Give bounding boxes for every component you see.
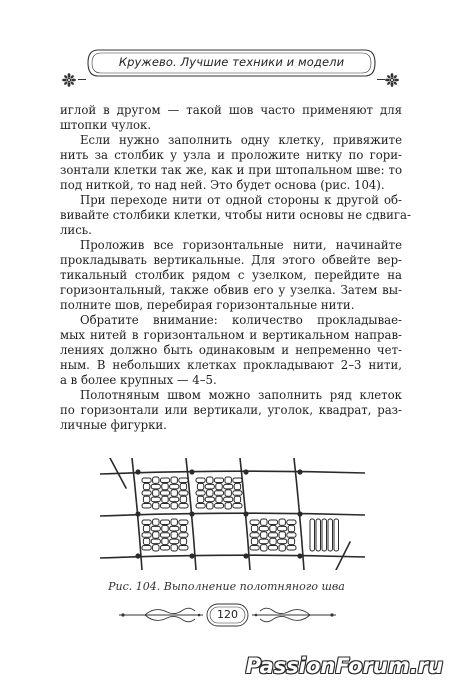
net-knot	[135, 469, 140, 474]
weave-strand	[179, 520, 188, 524]
weave-strand	[180, 538, 186, 544]
text-line: полните шов, перебирая горизонтальные нити.	[60, 298, 355, 312]
weave-strand	[180, 483, 186, 489]
weave-strand	[328, 519, 333, 551]
text-line: нить за столбик у узла и проложите нитку по гори-	[60, 148, 402, 162]
weave-strand	[287, 533, 296, 537]
weave-strand	[268, 546, 277, 550]
text-line: Проложив все горизонтальные нити, начинайте	[80, 238, 402, 252]
weave-strand	[224, 497, 233, 501]
watermark-text: PassionForum.ru	[245, 654, 443, 678]
net-knot	[243, 469, 248, 474]
weave-strand	[143, 496, 149, 502]
page-footer	[115, 599, 340, 639]
weave-strand	[214, 504, 223, 508]
weave-strand	[225, 477, 231, 483]
weave-strand	[151, 497, 160, 501]
weave-strand	[160, 520, 169, 524]
weave-strand	[142, 504, 151, 508]
weave-strand	[151, 526, 160, 530]
weave-strand	[196, 491, 205, 495]
weave-strand	[334, 519, 339, 551]
weave-strand	[279, 545, 285, 551]
weave-strand	[196, 478, 205, 482]
text-line: ным. В небольших клетках прокладывают 2–3 нити,	[60, 358, 402, 372]
net-knot	[243, 553, 248, 558]
weave-strand	[278, 539, 287, 543]
text-line: лениях должно быть одинаковым и непременно чет-	[60, 343, 402, 357]
weave-strand	[142, 491, 151, 495]
weave-strand	[171, 545, 177, 551]
text-line: мых нитей в горизонтальном и вертикальном направ-	[60, 328, 402, 342]
weave-strand	[170, 526, 179, 530]
weave-strand	[205, 484, 214, 488]
weave-strand	[207, 477, 213, 483]
net-knot	[297, 469, 302, 474]
weave-strand	[160, 478, 169, 482]
weave-strand	[233, 504, 242, 508]
running-header	[84, 46, 379, 80]
weave-strand	[225, 490, 231, 496]
net-knot	[243, 511, 248, 516]
text-line: Полотняным швом можно заполнить ряд клеток	[80, 388, 402, 402]
weave-strand	[279, 532, 285, 538]
weave-strand	[278, 526, 287, 530]
weave-strand	[197, 483, 203, 489]
weave-strand	[151, 539, 160, 543]
net-knot	[135, 511, 140, 516]
weave-strand	[207, 503, 213, 509]
weave-strand	[151, 484, 160, 488]
weave-strand	[153, 519, 159, 525]
header-rule-right	[377, 79, 385, 80]
weave-strand	[287, 546, 296, 550]
weave-strand	[233, 491, 242, 495]
text-line: под ниткой, то над ней. Это будет основа (рис. 104).	[60, 178, 385, 192]
text-line: по горизонтали или вертикали, уголок, квадрат, раз-	[60, 403, 402, 417]
weave-strand	[250, 533, 259, 537]
body-text	[60, 103, 411, 433]
text-line: Обратите внимание: количество прокладывае-	[80, 313, 402, 327]
weave-strand	[142, 546, 151, 550]
weave-strand	[162, 483, 168, 489]
flower-ornament-icon	[385, 73, 399, 87]
weave-strand	[160, 491, 169, 495]
weave-strand	[224, 484, 233, 488]
figure-illustration	[100, 458, 365, 570]
net-knot	[135, 553, 140, 558]
weave-strand	[268, 533, 277, 537]
text-line: иглой в другом — такой шов часто применяют для	[60, 103, 402, 117]
text-line: зонтали клетки так же, как и при штопальном шве: то	[60, 163, 402, 177]
weave-strand	[179, 491, 188, 495]
weave-strand	[279, 519, 285, 525]
weave-strand	[196, 504, 205, 508]
weave-strand	[170, 539, 179, 543]
weave-strand	[143, 525, 149, 531]
weave-strand	[214, 491, 223, 495]
weave-strand	[250, 546, 259, 550]
text-line: штопки чулок.	[60, 118, 152, 132]
weave-strand	[160, 504, 169, 508]
weave-strand	[162, 525, 168, 531]
net-knot	[189, 469, 194, 474]
weave-strand	[180, 496, 186, 502]
weave-strand	[180, 525, 186, 531]
weave-strand	[160, 546, 169, 550]
flower-ornament-icon	[62, 73, 76, 87]
weave-strand	[171, 519, 177, 525]
weave-strand	[143, 538, 149, 544]
weave-strand	[162, 496, 168, 502]
text-line: вивайте столбики клетки, чтобы нити основы не сдвига-	[60, 208, 411, 222]
weave-strand	[251, 525, 257, 531]
net-knot	[297, 553, 302, 558]
weave-strand	[270, 525, 276, 531]
text-line: горизонтальный, также обвив его у узелка. Затем вы-	[60, 283, 402, 297]
weave-strand	[142, 533, 151, 537]
text-line: лись.	[60, 223, 92, 237]
text-line: При переходе нити от одной стороны к другой об-	[80, 193, 402, 207]
header-title: Кружево. Лучшие техники и модели	[118, 55, 345, 69]
weave-strand	[268, 520, 277, 524]
weave-strand	[261, 519, 267, 525]
weave-strand	[214, 478, 223, 482]
weave-strand	[142, 478, 151, 482]
net-knot	[189, 511, 194, 516]
netting-grid-illustration	[100, 458, 365, 570]
weave-strand	[316, 519, 321, 551]
net-knot	[297, 511, 302, 516]
weave-strand	[160, 533, 169, 537]
weave-strand	[171, 532, 177, 538]
weave-strand	[216, 496, 222, 502]
weave-strand	[288, 525, 294, 531]
page-number: 120	[217, 608, 238, 621]
weave-strand	[216, 483, 222, 489]
weave-strand	[170, 497, 179, 501]
weave-strand	[179, 478, 188, 482]
weave-strand	[270, 538, 276, 544]
weave-strand	[179, 504, 188, 508]
weave-strand	[153, 477, 159, 483]
weave-strand	[287, 520, 296, 524]
weave-strand	[205, 497, 214, 501]
weave-strand	[234, 496, 240, 502]
weave-strand	[261, 545, 267, 551]
weave-strand	[259, 526, 268, 530]
net-knot	[189, 553, 194, 558]
weave-strand	[153, 532, 159, 538]
weave-strand	[197, 496, 203, 502]
weave-strand	[162, 538, 168, 544]
weave-strand	[207, 490, 213, 496]
weave-strand	[171, 503, 177, 509]
text-line: личные фигурки.	[60, 418, 167, 432]
weave-strand	[288, 538, 294, 544]
weave-strand	[261, 532, 267, 538]
weave-strand	[233, 478, 242, 482]
weave-strand	[179, 533, 188, 537]
weave-strand	[179, 546, 188, 550]
weave-strand	[259, 539, 268, 543]
weave-strand	[153, 545, 159, 551]
weave-strand	[171, 477, 177, 483]
text-line: а в более крупных — 4–5.	[60, 373, 217, 387]
weave-strand	[251, 538, 257, 544]
weave-strand	[153, 503, 159, 509]
weave-strand	[234, 483, 240, 489]
figure-caption: Рис. 104. Выполнение полотняного шва	[108, 580, 345, 593]
weave-strand	[143, 483, 149, 489]
weave-strand	[153, 490, 159, 496]
text-line: прокладывать вертикальные. Для этого обвейте вер-	[60, 253, 402, 267]
weave-strand	[310, 519, 315, 551]
weave-strand	[250, 520, 259, 524]
weave-strand	[322, 519, 327, 551]
weave-strand	[171, 490, 177, 496]
weave-strand	[225, 503, 231, 509]
weave-strand	[142, 520, 151, 524]
weave-strand	[170, 484, 179, 488]
text-line: Если нужно заполнить одну клетку, привяжите	[80, 133, 402, 147]
text-line: тикальный столбик рядом с узелком, перейдите на	[60, 268, 402, 282]
